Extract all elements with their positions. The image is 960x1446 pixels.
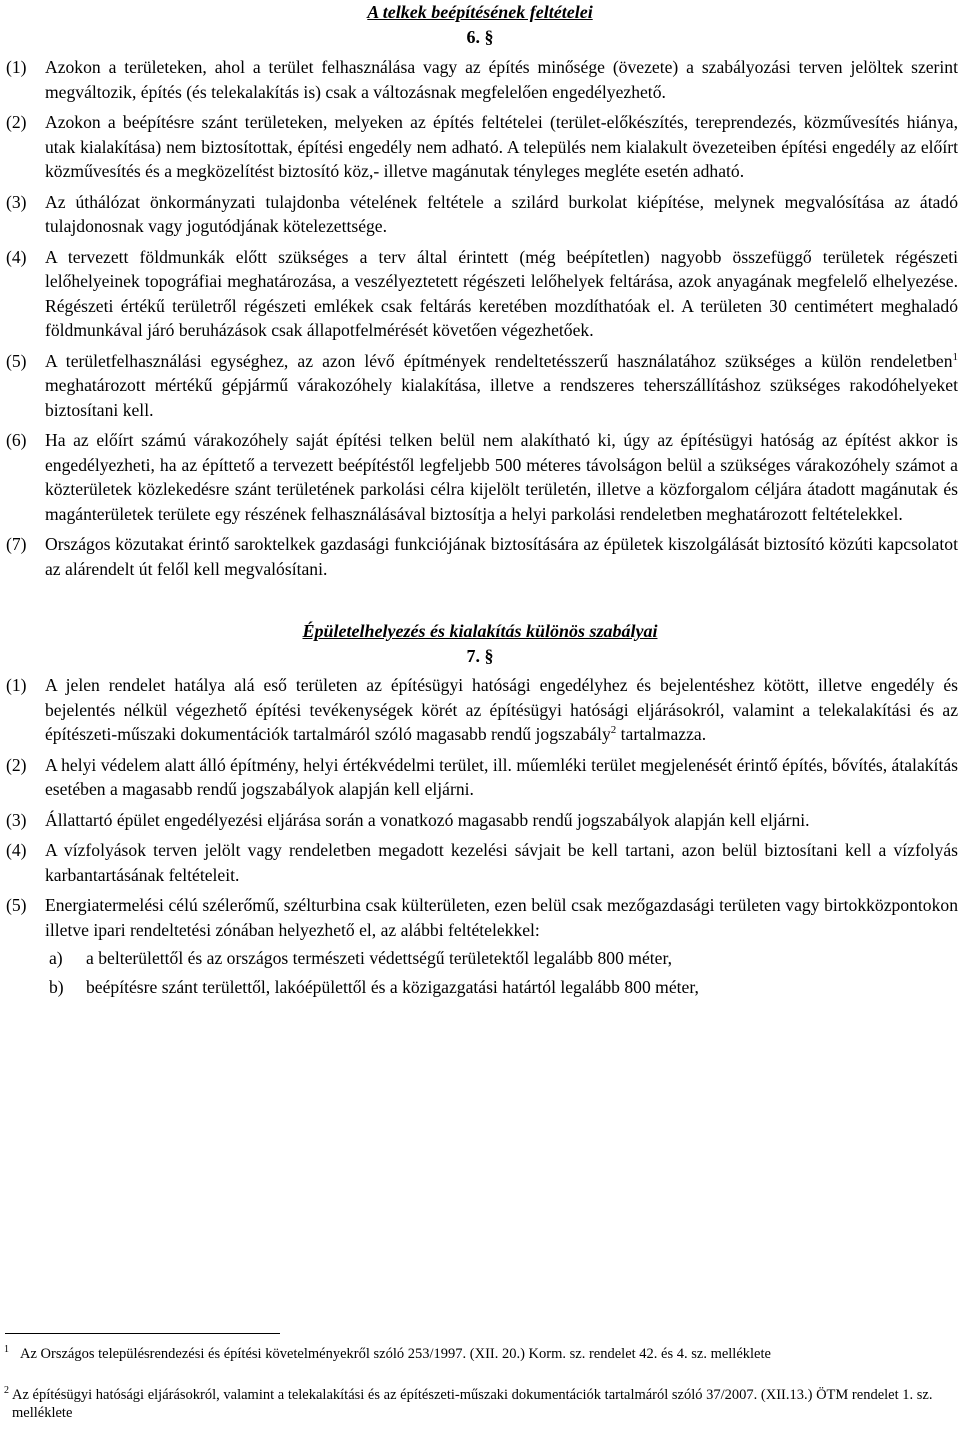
s6-paragraph-5 bbox=[0, 349, 960, 423]
paragraph-number: (5) bbox=[6, 895, 27, 915]
s7-subitem-b bbox=[0, 975, 960, 1000]
s6-paragraph-2 bbox=[0, 110, 960, 184]
subitem-text: a belterülettől és az országos természeti védettségű területektől legalább 800 méter, bbox=[86, 948, 673, 968]
s7-paragraph-5 bbox=[0, 893, 960, 942]
paragraph-number: (1) bbox=[6, 675, 27, 695]
paragraph-number: (4) bbox=[6, 246, 27, 267]
paragraph-text: Azokon a területeken, ahol a terület felhasználása vagy az építés minősége (övezete) a szabályozási terven jelöltek szerint megváltozik, építés (és telekalakítás is) csak a változásnak megfelelően engedélyezhető. bbox=[45, 57, 958, 102]
paragraph-number: (2) bbox=[6, 754, 27, 775]
paragraph-text: A jelen rendelet hatálya alá eső területen az építésügyi hatósági engedélyhez és bejelentéshez kötött, illetve engedély és bejelentés nélkül végezhető építési tevékenységek körét az építésügyi hatósági eljárásokról, valamint a telekalakítási és az építészeti-műszaki dokumentációk tartalmáról szóló magasabb rendű jogszabály bbox=[45, 675, 958, 744]
paragraph-number: (3) bbox=[6, 809, 27, 830]
section-7-title: Épületelhelyezés és kialakítás különös szabályai bbox=[302, 621, 658, 641]
paragraph-number: (6) bbox=[6, 430, 27, 450]
footnote-number: 1 bbox=[4, 1344, 9, 1355]
footnote-reference-1[interactable]: 1 bbox=[952, 350, 958, 363]
section-6-title: A telkek beépítésének feltételei bbox=[367, 2, 593, 22]
paragraph-number: (7) bbox=[6, 534, 27, 554]
paragraph-number: (4) bbox=[6, 840, 27, 860]
s6-paragraph-4 bbox=[0, 245, 960, 343]
paragraph-text: Állattartó épület engedélyezési eljárása során a vonatkozó magasabb rendű jogszabályok alapján kell eljárni. bbox=[45, 809, 810, 830]
s7-paragraph-1 bbox=[0, 673, 960, 747]
s6-paragraph-3 bbox=[0, 190, 960, 239]
paragraph-text: Azokon a beépítésre szánt területeken, melyeken az építés feltételei (terület-előkészítés, tereprendezés, közművesítés hiánya, utak kialakítása) nem biztosítottak, építési engedély nem adható. A település nem kialakult övezeteiben építési engedély az előírt közművesítés és a megközelítést biztosító köz,- illetve magánutak tényleges megléte esetén adható. bbox=[45, 112, 958, 181]
paragraph-number: (1) bbox=[6, 57, 27, 77]
footnote-text: Az építésügyi hatósági eljárásokról, valamint a telekalakítási és az építészeti-műszaki dokumentációk tartalmáról szóló 37/2007. (XII.13.) ÖTM rendelet 1. sz. melléklete bbox=[12, 1387, 933, 1421]
s6-paragraph-1 bbox=[0, 55, 960, 104]
footnote-2 bbox=[0, 1387, 950, 1422]
subitem-letter: b) bbox=[49, 976, 64, 997]
paragraph-text: Az úthálózat önkormányzati tulajdonba vételének feltétele a szilárd burkolat kiépítése, melynek megvalósítása az átadó tulajdonosnak vagy jogutódjának kötelezettsége. bbox=[45, 191, 958, 236]
paragraph-text: A területfelhasználási egységhez, az azon lévő építmények rendeltetésszerű használatához szükséges a külön rendeletben bbox=[45, 350, 953, 371]
footnote-number: 2 bbox=[4, 1385, 9, 1396]
paragraph-text: A helyi védelem alatt álló építmény, helyi értékvédelmi terület, ill. műemléki terület megjelenését érintő építés, bővítés, átalakítás esetében a magasabb rendű jogszabályok alapján kell eljárni. bbox=[45, 754, 958, 799]
s7-subitem-a bbox=[0, 946, 960, 971]
paragraph-text-continued: meghatározott mértékű gépjármű várakozóhely kialakítása, illetve a rendszeres teherszállításhoz szükséges rakodóhelyeket biztosítani kell. bbox=[45, 375, 958, 420]
footnote-separator bbox=[5, 1333, 280, 1334]
section-6-number: 6. § bbox=[466, 27, 494, 47]
paragraph-text: A tervezett földmunkák előtt szükséges a terv által érintett (még beépítetlen) nagyobb összefüggő területek régészeti lelőhelyeinek topográfiai meghatározása, a veszélyeztetett régészeti lelőhelyek feltárása, azok anyagának megfelelő elhelyezése. Régészeti értékű területről régészeti emlékek csak feltárás keretében mozdíthatóak el. A területen 30 centimétert meghaladó földmunkával járó beruházások csak állapotfelmérését követően végezhetőek. bbox=[45, 246, 958, 340]
subitem-text: beépítésre szánt területtől, lakóépülettől és a közigazgatási határtól legalább 800 méter, bbox=[86, 976, 699, 997]
footnote-text: Az Országos településrendezési és építési követelményekről szóló 253/1997. (XII. 20.) Korm. sz. rendelet 42. és 4. sz. melléklete bbox=[20, 1346, 771, 1362]
s7-paragraph-3 bbox=[0, 808, 960, 833]
paragraph-text: A vízfolyások terven jelölt vagy rendeletben megadott kezelési sávjait be kell tartani, azon belül biztosítani kell a vízfolyás karbantartásának feltételeit. bbox=[45, 840, 958, 885]
s6-paragraph-6 bbox=[0, 428, 960, 526]
s7-paragraph-2 bbox=[0, 753, 960, 802]
paragraph-text: Ha az előírt számú várakozóhely saját építési telken belül nem alakítható ki, úgy az építésügyi hatóság az építést akkor is engedélyezheti, ha az építtető a tervezett beépítéstől legfeljebb 500 méteres távolságon belül a szükséges várakozóhely számot a közterületek közlekedésre szánt területének parkolási célra kijelölt területén, illetve a közforgalom céljára átadott magánutak és magánterületek területe egy részének felhasználásával biztosítja a helyi parkolási rendeletben meghatározott feltételekkel. bbox=[45, 430, 958, 524]
s7-paragraph-4 bbox=[0, 838, 960, 887]
s6-paragraph-7 bbox=[0, 532, 960, 581]
paragraph-number: (3) bbox=[6, 191, 27, 212]
paragraph-number: (2) bbox=[6, 112, 27, 132]
paragraph-number: (5) bbox=[6, 350, 27, 371]
subitem-letter: a) bbox=[49, 948, 63, 968]
paragraph-text: Országos közutakat érintő saroktelkek gazdasági funkciójának biztosítására az épületek kiszolgálását biztosító közúti kapcsolatot az alárendelt út felől kell megvalósítani. bbox=[45, 534, 958, 579]
footnote-reference-2[interactable]: 2 bbox=[610, 724, 617, 737]
footnote-1 bbox=[0, 1346, 950, 1364]
section-7-number: 7. § bbox=[466, 646, 494, 666]
paragraph-text: Energiatermelési célú szélerőmű, szélturbina csak külterületen, ezen belül csak mezőgazdasági területen vagy birtokközpontokon illetve ipari rendeltetési zónában helyezhető el, az alábbi feltételekkel: bbox=[45, 895, 958, 940]
paragraph-text-continued: tartalmazza. bbox=[616, 724, 707, 744]
